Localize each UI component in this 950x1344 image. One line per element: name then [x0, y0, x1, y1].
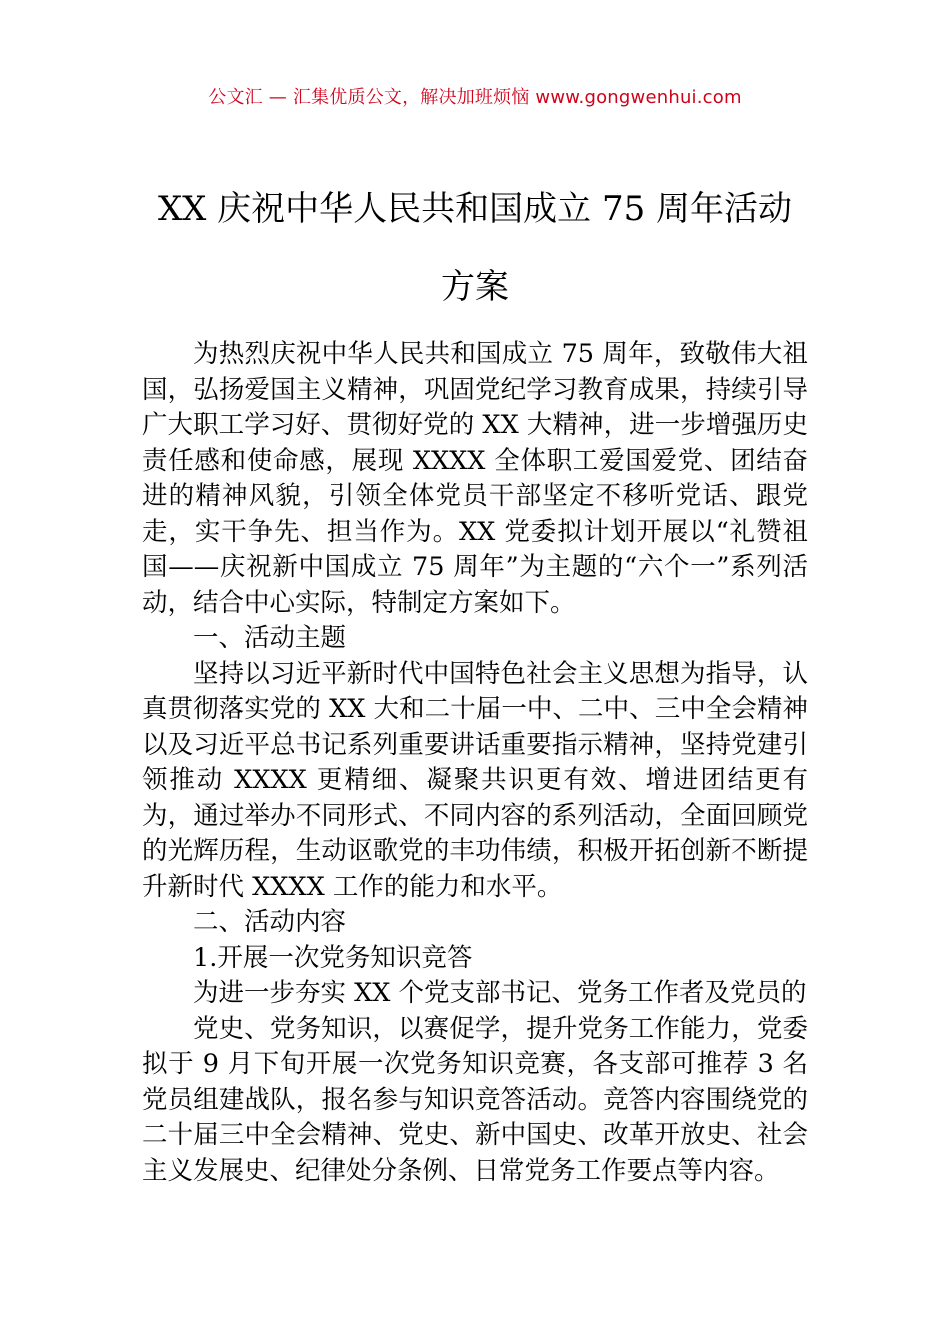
paragraph-quiz-line-1: 为进一步夯实 XX 个党支部书记、党务工作者及党员的 [193, 978, 807, 1008]
section-heading-theme: 一、活动主题 [193, 623, 347, 653]
document-title [150, 170, 800, 326]
section-heading-content: 二、活动内容 [193, 907, 347, 937]
header-banner: 公文汇 — 汇集优质公文，解决加班烦恼 www.gongwenhui.com [208, 87, 742, 108]
subheading-quiz: 1.开展一次党务知识竞答 [193, 942, 473, 973]
document-body [142, 337, 808, 1189]
paragraph-quiz: 党史、党务知识，以赛促学，提升党务工作能力，党委拟于 9 月下旬开展一次党务知识竞赛，各支部可推荐 3 名党员组建战队，报名参与知识竞答活动。竞答内容围绕党的二十届三中全会精神、党史、新中国史、改革开放史、社会主义发展史、纪律处分条例、日常党务工作要点等内容。 [142, 1013, 808, 1186]
title-line-2: 方案 [441, 267, 509, 307]
paragraph-intro: 为热烈庆祝中华人民共和国成立 75 周年，致敬伟大祖国，弘扬爱国主义精神，巩固党纪学习教育成果，持续引导广大职工学习好、贯彻好党的 XX 大精神，进一步增强历史责任感和使命感，展现 XXXX 全体职工爱国爱党、团结奋进的精神风貌，引领全体党员干部坚定不移听党话、跟党走，实干争先、担当作为。XX 党委拟计划开展以“礼赞祖国——庆祝新中国成立 75 周年”为主题的“六个一”系列活动，结合中心实际，特制定方案如下。 [142, 339, 808, 618]
title-line-1: XX 庆祝中华人民共和国成立 75 周年活动 [157, 189, 793, 229]
paragraph-theme: 坚持以习近平新时代中国特色社会主义思想为指导，认真贯彻落实党的 XX 大和二十届一中、二中、三中全会精神以及习近平总书记系列重要讲话重要指示精神，坚持党建引领推动 XXXX 更精细、凝聚共识更有效、增进团结更有为，通过举办不同形式、不同内容的系列活动，全面回顾党的光辉历程，生动讴歌党的丰功伟绩，积极开拓创新不断提升新时代 XXXX 工作的能力和水平。 [142, 658, 808, 902]
